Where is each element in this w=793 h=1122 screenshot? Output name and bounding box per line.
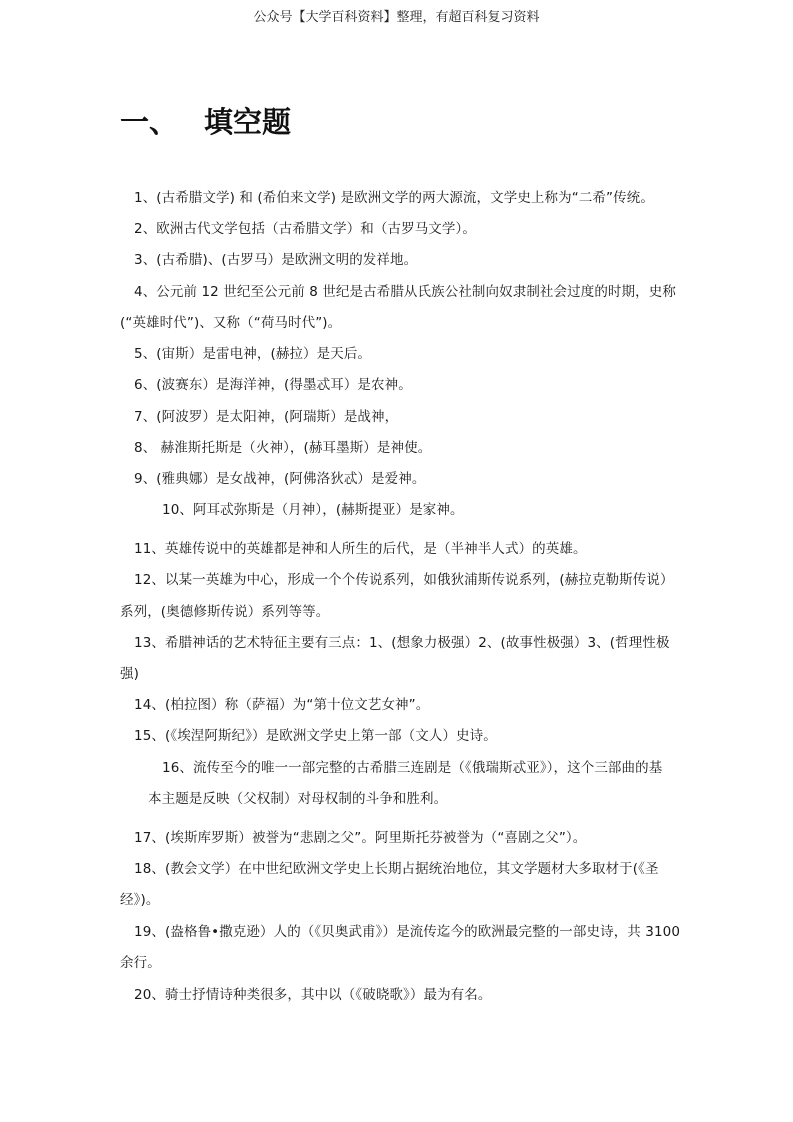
page-header: 公众号【大学百科资料】整理，有超百科复习资料 — [253, 10, 540, 25]
question-15: 15、(《埃涅阿斯纪》）是欧洲文学史上第一部（文人）史诗。 — [134, 728, 497, 744]
question-13: 13、希腊神话的艺术特征主要有三点：1、(想象力极强）2、(故事性极强）3、(哲理性极 — [134, 635, 670, 651]
question-16-cont: 本主题是反映（父权制）对母权制的斗争和胜利。 — [148, 791, 448, 807]
question-19-cont: 余行。 — [120, 955, 161, 971]
question-18-cont: 经》)。 — [120, 892, 160, 908]
question-10: 10、阿耳忒弥斯是（月神），(赫斯提亚）是家神。 — [162, 502, 464, 518]
question-12: 12、以某一英雄为中心，形成一个个传说系列，如俄狄浦斯传说系列，(赫拉克勒斯传说） — [134, 572, 674, 588]
question-3: 3、(古希腊)、(古罗马）是欧洲文明的发祥地。 — [134, 252, 418, 268]
question-5: 5、(宙斯）是雷电神，(赫拉）是天后。 — [134, 346, 372, 362]
question-4: 4、公元前 12 世纪至公元前 8 世纪是古希腊从氏族公社制向奴隶制社会过度的时期，史称 — [134, 284, 676, 300]
question-1: 1、(古希腊文学) 和 (希伯来文学) 是欧洲文学的两大源流，文学史上称为“二希”传统。 — [134, 190, 654, 206]
section-title-text: 填空题 — [204, 105, 292, 139]
question-6: 6、(波赛东）是海洋神，(得墨忒耳）是农神。 — [134, 377, 412, 393]
question-7: 7、(阿波罗）是太阳神，(阿瑞斯）是战神， — [134, 409, 399, 425]
question-14: 14、(柏拉图）称（萨福）为“第十位文艺女神”。 — [134, 697, 430, 713]
question-20: 20、骑士抒情诗种类很多，其中以（《破晓歌》）最为有名。 — [134, 987, 492, 1003]
question-11: 11、英雄传说中的英雄都是神和人所生的后代，是（半神半人式）的英雄。 — [134, 541, 587, 557]
question-9: 9、(雅典娜）是女战神，(阿佛洛狄忒）是爱神。 — [134, 471, 426, 487]
question-4-cont: (“英雄时代”)、又称（“荷马时代”)。 — [120, 315, 342, 331]
question-13-cont: 强) — [120, 666, 139, 682]
section-number: 一、 — [120, 105, 179, 139]
question-12-cont: 系列，(奥德修斯传说）系列等等。 — [120, 604, 330, 620]
question-2: 2、欧洲古代文学包括（古希腊文学）和（古罗马文学）。 — [134, 221, 476, 237]
question-19: 19、(盎格鲁•撒克逊）人的（《贝奥武甫》）是流传迄今的欧洲最完整的一部史诗，共 3100 — [134, 924, 681, 940]
section-title — [120, 100, 291, 141]
question-16: 16、流传至今的唯一一部完整的古希腊三连剧是（《俄瑞斯忒亚》），这个三部曲的基 — [162, 760, 663, 776]
question-8: 8、 赫淮斯托斯是（火神），(赫耳墨斯）是神使。 — [134, 440, 432, 456]
question-17: 17、(埃斯库罗斯）被誉为“悲剧之父”。阿里斯托芬被誉为（“喜剧之父”）。 — [134, 830, 587, 846]
question-18: 18、(教会文学）在中世纪欧洲文学史上长期占据统治地位，其文学题材大多取材于(《圣 — [134, 861, 659, 877]
